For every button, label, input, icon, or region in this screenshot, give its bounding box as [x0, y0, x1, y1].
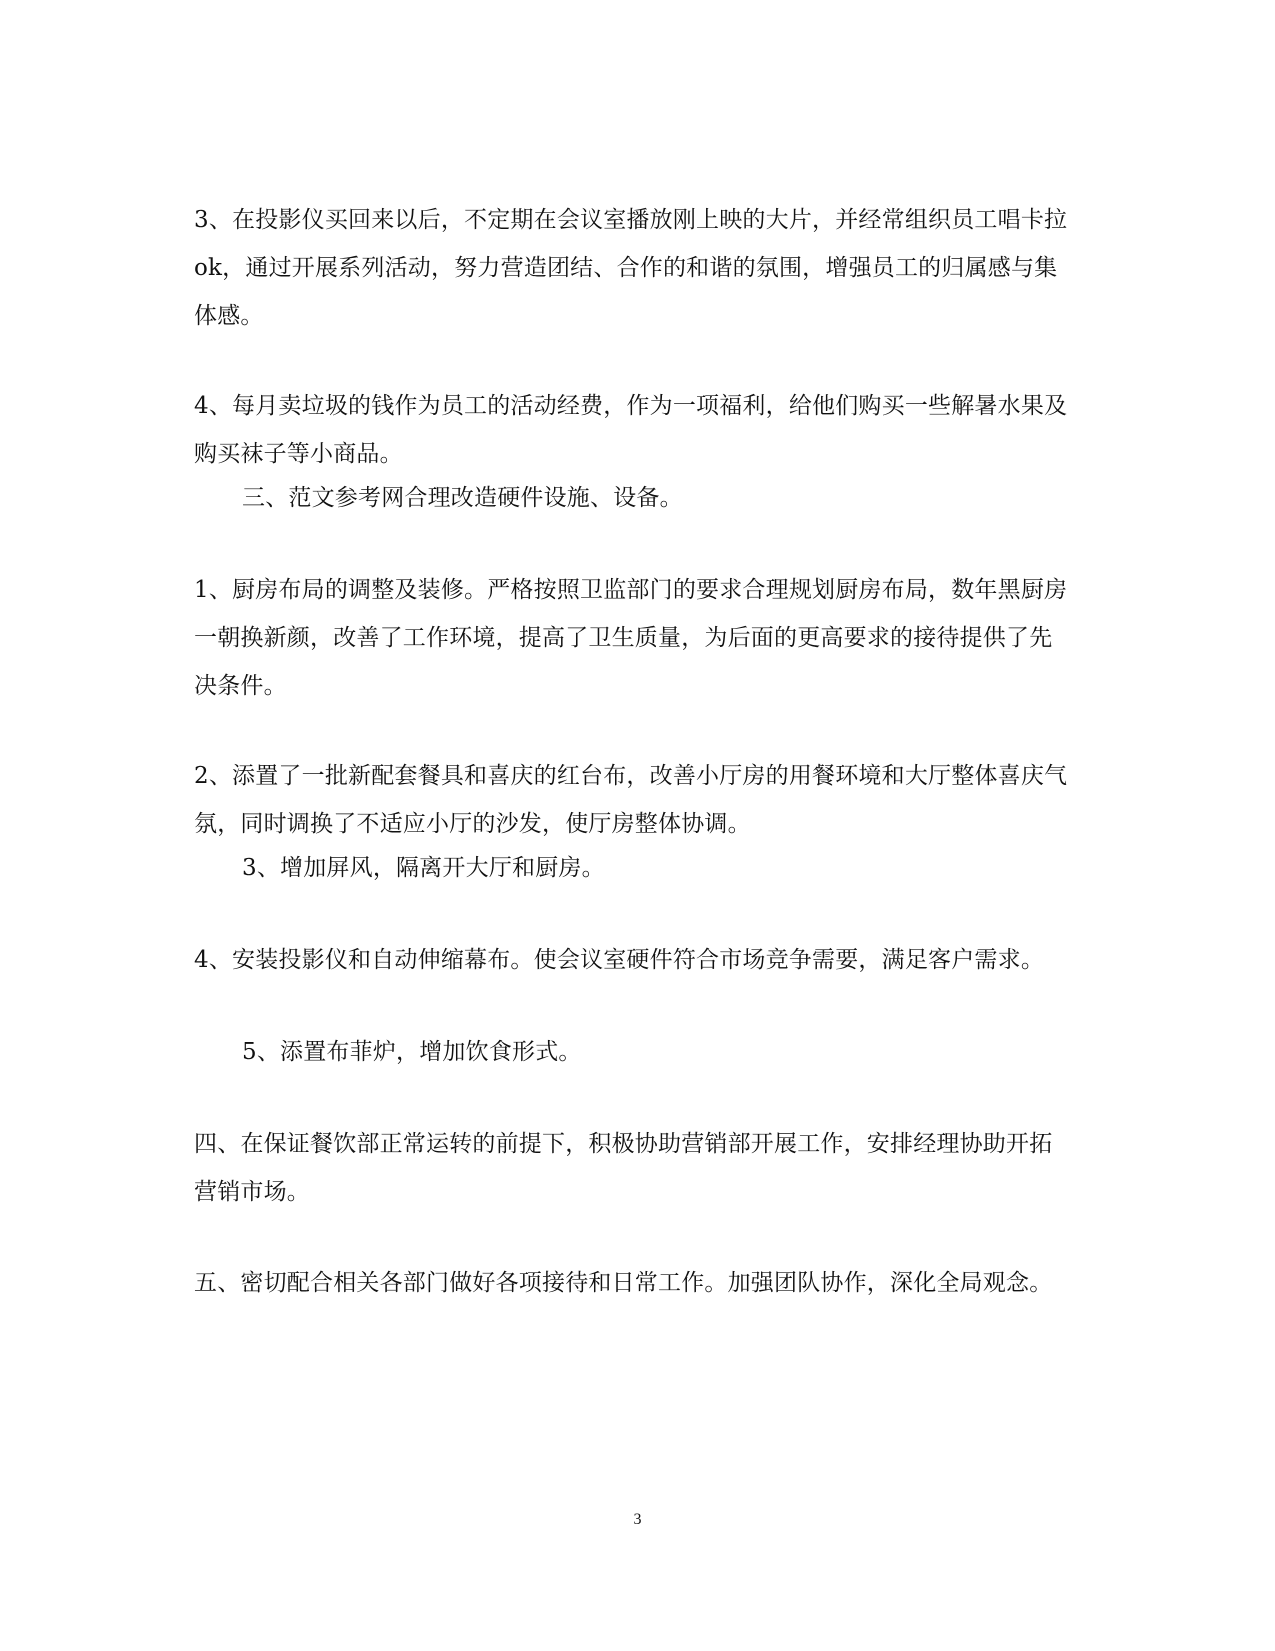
section-heading-five: 五、密切配合相关各部门做好各项接待和日常工作。加强团队协作，深化全局观念。	[194, 1270, 1053, 1296]
page-number: 3	[633, 1511, 642, 1528]
section-heading-three: 三、范文参考网合理改造硬件设施、设备。	[242, 485, 683, 511]
paragraph-3-screen: 3、增加屏风，隔离开大厅和厨房。	[242, 855, 605, 881]
paragraph-2-tableware: 2、添置了一批新配套餐具和喜庆的红台布，改善小厅房的用餐环境和大厅整体喜庆气氛，同时调换了不适应小厅的沙发，使厅房整体协调。	[194, 763, 1068, 837]
paragraph-5-buffet-stove: 5、添置布菲炉，增加饮食形式。	[242, 1039, 582, 1065]
paragraph-4-welfare-fund: 4、每月卖垃圾的钱作为员工的活动经费，作为一项福利，给他们购买一些解暑水果及购买袜子等小商品。	[194, 393, 1068, 467]
section-heading-four: 四、在保证餐饮部正常运转的前提下，积极协助营销部开展工作，安排经理协助开拓营销市场。	[194, 1131, 1053, 1205]
paragraph-1-kitchen-renovation: 1、厨房布局的调整及装修。严格按照卫监部门的要求合理规划厨房布局，数年黑厨房一朝换新颜，改善了工作环境，提高了卫生质量，为后面的更高要求的接待提供了先决条件。	[194, 577, 1068, 699]
paragraph-4-projector-install: 4、安装投影仪和自动伸缩幕布。使会议室硬件符合市场竞争需要，满足客户需求。	[194, 947, 1045, 973]
paragraph-3-projector-activities: 3、在投影仪买回来以后，不定期在会议室播放刚上映的大片，并经常组织员工唱卡拉ok，通过开展系列活动，努力营造团结、合作的和谐的氛围，增强员工的归属感与集体感。	[194, 207, 1068, 329]
